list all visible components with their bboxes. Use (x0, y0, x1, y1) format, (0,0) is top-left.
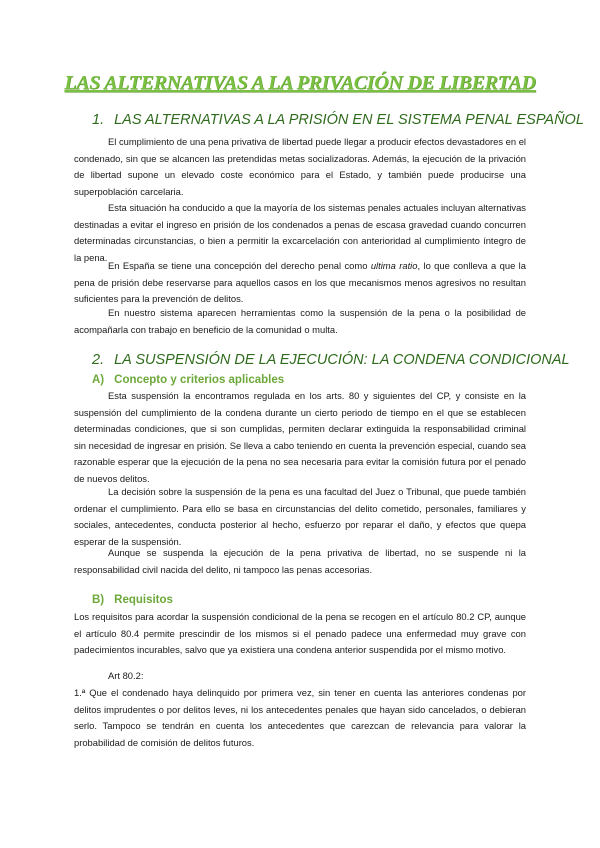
subsection-a-heading (92, 374, 284, 386)
subsection-b-letter: B) (92, 594, 105, 606)
subsection-b-heading-text: Requisitos (114, 594, 173, 606)
article-80-2-text: 1.ª Que el condenado haya delinquido por primera vez, sin tener en cuenta las anteriores condenas por delitos imprudentes o por delitos leves, ni los antecedentes penales que hayan sido cancelados, o debieran serlo. Tampoco se tendrán en cuenta los antecedentes que carezcan de relevancia para valorar la probabilidad de comisión de delitos futuros. (74, 687, 526, 748)
subsection-a-paragraph-3: Aunque se suspenda la ejecución de la pena privativa de libertad, no se suspende ni la responsabilidad civil nacida del delito, ni tampoco las penas accesorias. (74, 547, 526, 575)
section-1-heading (92, 112, 584, 128)
section-1-paragraph-3 (74, 258, 526, 308)
section-1-paragraph-2: Esta situación ha conducido a que la mayoría de los sistemas penales actuales incluyan alternativas destinadas a evitar el ingreso en prisión de los condenados a penas de escasa gravedad cuando concurren determinadas circunstancias, o bien a permitir la excarcelación con anterioridad al cumplimiento íntegro de la pena. (74, 202, 526, 263)
section-1-paragraph-4: En nuestro sistema aparecen herramientas como la suspensión de la pena o la posibilidad de acompañarla con trabajo en beneficio de la comunidad o multa. (74, 307, 526, 335)
subsection-a-heading-text: Concepto y criterios aplicables (114, 374, 285, 386)
section-1-paragraph-1: El cumplimiento de una pena privativa de libertad puede llegar a producir efectos devastadores en el condenado, sin que se alcancen las pretendidas metas socializadoras. Además, la ejecución de la privación de libertad supone un elevado coste económico para el Estado, y también puede producirse una superpoblación carcelaria. (74, 136, 526, 197)
subsection-b-paragraph-1: Los requisitos para acordar la suspensión condicional de la pena se recogen en el artículo 80.2 CP, aunque el artículo 80.4 permite prescindir de los mismos si el penado padece una enfermedad muy grave con padecimientos incurables, salvo que ya existiera una condena anterior suspendida por el mismo motivo. (74, 611, 526, 655)
section-1-heading-text: LAS ALTERNATIVAS A LA PRISIÓN EN EL SISTEMA PENAL ESPAÑOL (114, 112, 584, 128)
section-1-number: 1. (92, 112, 105, 128)
section-2-number: 2. (92, 352, 105, 368)
paragraph-3-text-start: En España se tiene una concepción del derecho penal como (108, 260, 371, 271)
section-2-heading-text: LA SUSPENSIÓN DE LA EJECUCIÓN: LA CONDENA CONDICIONAL (114, 352, 570, 368)
article-label: Art 80.2: (108, 670, 144, 681)
subsection-b-heading (92, 594, 173, 606)
subsection-a-letter: A) (92, 374, 105, 386)
ultima-ratio-term: ultima ratio (370, 260, 418, 271)
paragraph-3-text-end: , lo que conlleva a que la pena de prisión debe reservarse para aquellos casos en los que mecanismos menos agresivos no resultan suficientes para la prevención de delitos. (74, 260, 526, 304)
subsection-a-paragraph-2: La decisión sobre la suspensión de la pena es una facultad del Juez o Tribunal, que puede también ordenar el cumplimiento. Para ello se basa en circunstancias del delito cometido, personales, familiares y sociales, antecedentes, conducta posterior al hecho, esfuerzo por reparar el daño, y efectos que quepa esperar de la suspensión. (74, 486, 526, 547)
document-title: LAS ALTERNATIVAS A LA PRIVACIÓN DE LIBERTAD (64, 72, 536, 94)
section-2-heading (92, 352, 570, 368)
subsection-a-paragraph-1: Esta suspensión la encontramos regulada en los arts. 80 y siguientes del CP, y consiste en la suspensión del cumplimiento de la condena durante un cierto periodo de tiempo en el que se establecen determinadas condiciones, que si son cumplidas, permiten declarar extinguida la responsabilidad criminal sin necesidad de ingresar en prisión. Se lleva a cabo teniendo en cuenta la prevención especial, cuando sea razonable esperar que la ejecución de la pena no sea necesaria para evitar la comisión futura por el penado de nuevos delitos. (74, 390, 526, 484)
